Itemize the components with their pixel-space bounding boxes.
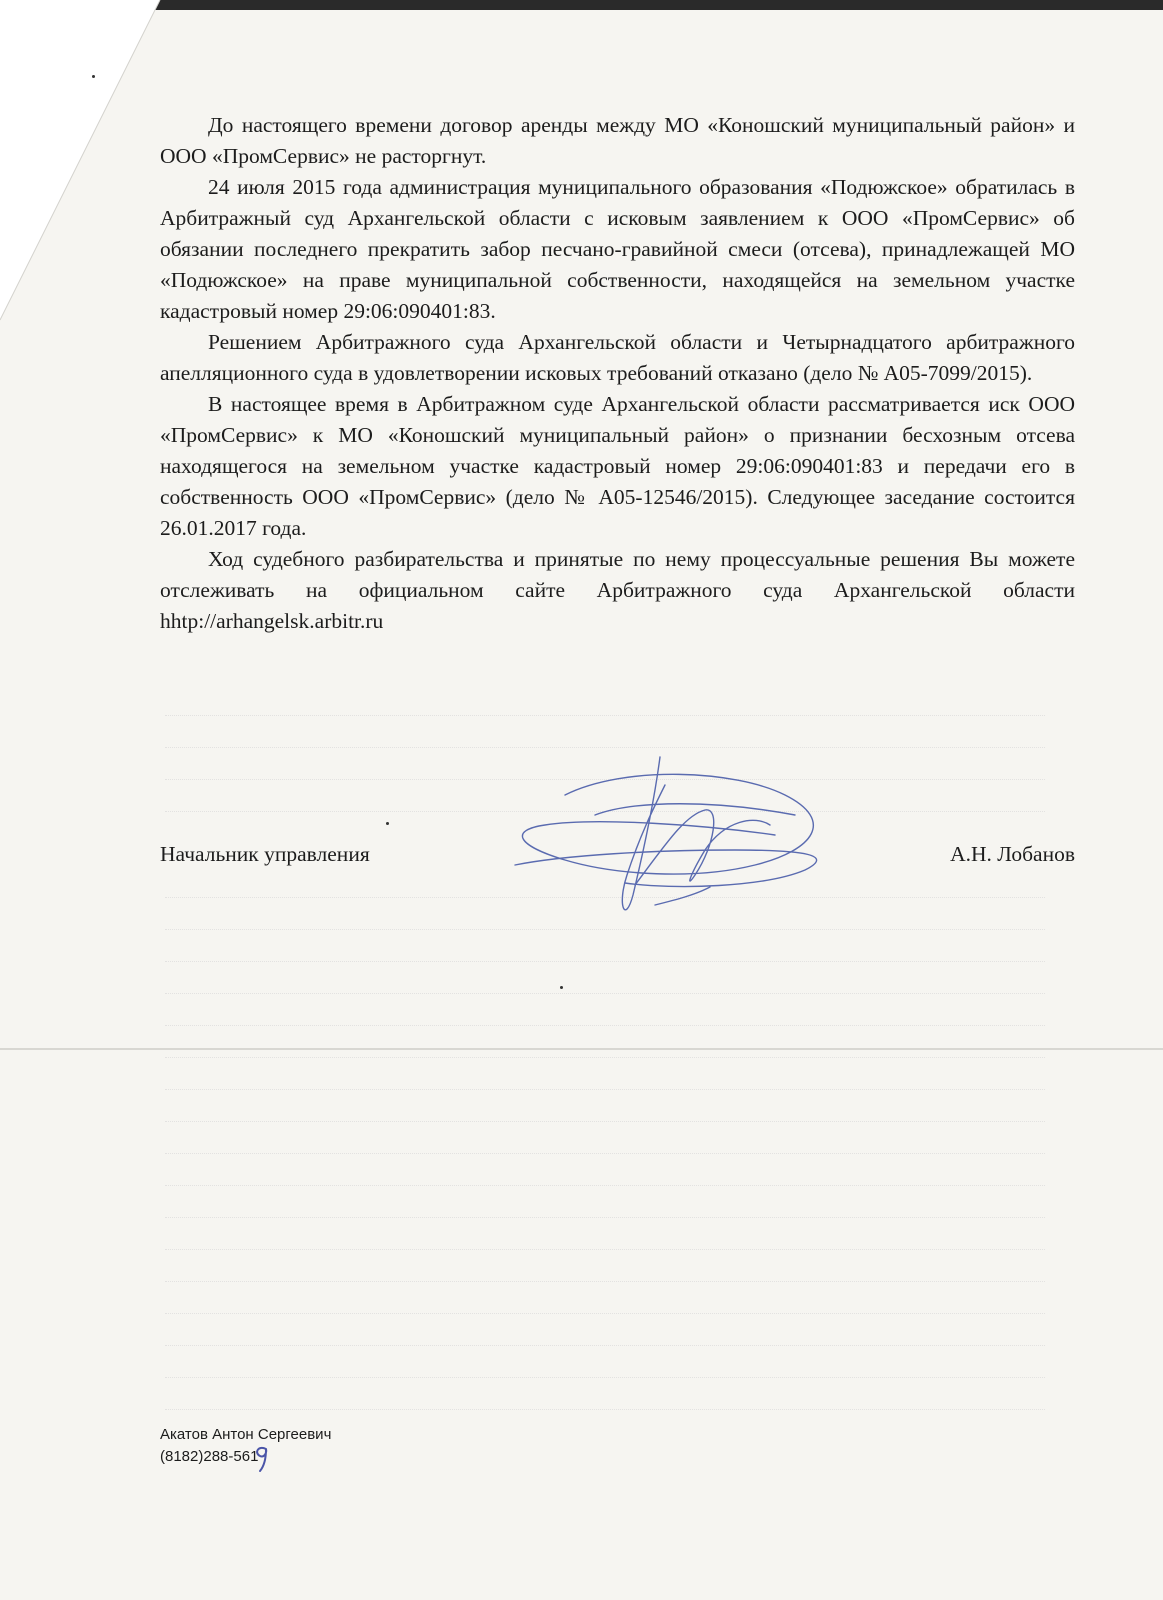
handwritten-page-number — [252, 1443, 272, 1473]
scan-speck — [92, 75, 95, 78]
executor-name: Акатов Антон Сергеевич — [160, 1426, 332, 1443]
paragraph-lease-status: До настоящего времени договор аренды между МО «Коношский муниципальный район» и ООО «ПромСервис» не расторгнут. — [160, 113, 1075, 168]
paragraph-court-website: Ход судебного разбирательства и принятые по нему процессуальные решения Вы можете отслеживать на официальном сайте Арбитражного суда Архангельской области hhtp://arhangelsk.arbitr.ru — [160, 547, 1075, 633]
executor-phone: (8182)288-561 — [160, 1448, 259, 1465]
paragraph-pending-case: В настоящее время в Арбитражном суде Архангельской области рассматривается иск ООО «ПромСервис» к МО «Коношский муниципальный район» о признании бесхозным отсева находящегося на земельном участке кадастровый номер 29:06:090401:83 и передачи его в собственность ООО «ПромСервис» (дело № А05-12546/2015). Следующее заседание состоится 26.01.2017 года. — [160, 392, 1075, 540]
letter-body — [160, 110, 1075, 637]
signatory-name: А.Н. Лобанов — [950, 842, 1075, 866]
paragraph-court-decision: Решением Арбитражного суда Архангельской области и Четырнадцатого арбитражного апелляционного суда в удовлетворении исковых требований отказано (дело № А05-7099/2015). — [160, 330, 1075, 385]
signatory-title: Начальник управления — [160, 842, 370, 866]
executor-block — [160, 1424, 331, 1468]
paragraph-lawsuit-filed: 24 июля 2015 года администрация муниципального образования «Подюжское» обратилась в Арбитражный суд Архангельской области с исковым заявлением к ООО «ПромСервис» об обязании последнего прекратить забор песчано-гравийной смеси (отсева), принадлежащей МО «Подюжское» на праве муниципальной собственности, находящейся на земельном участке кадастровый номер 29:06:090401:83. — [160, 175, 1075, 323]
signature-block — [160, 842, 1075, 872]
scan-speck — [386, 822, 389, 825]
scan-speck — [560, 986, 563, 989]
